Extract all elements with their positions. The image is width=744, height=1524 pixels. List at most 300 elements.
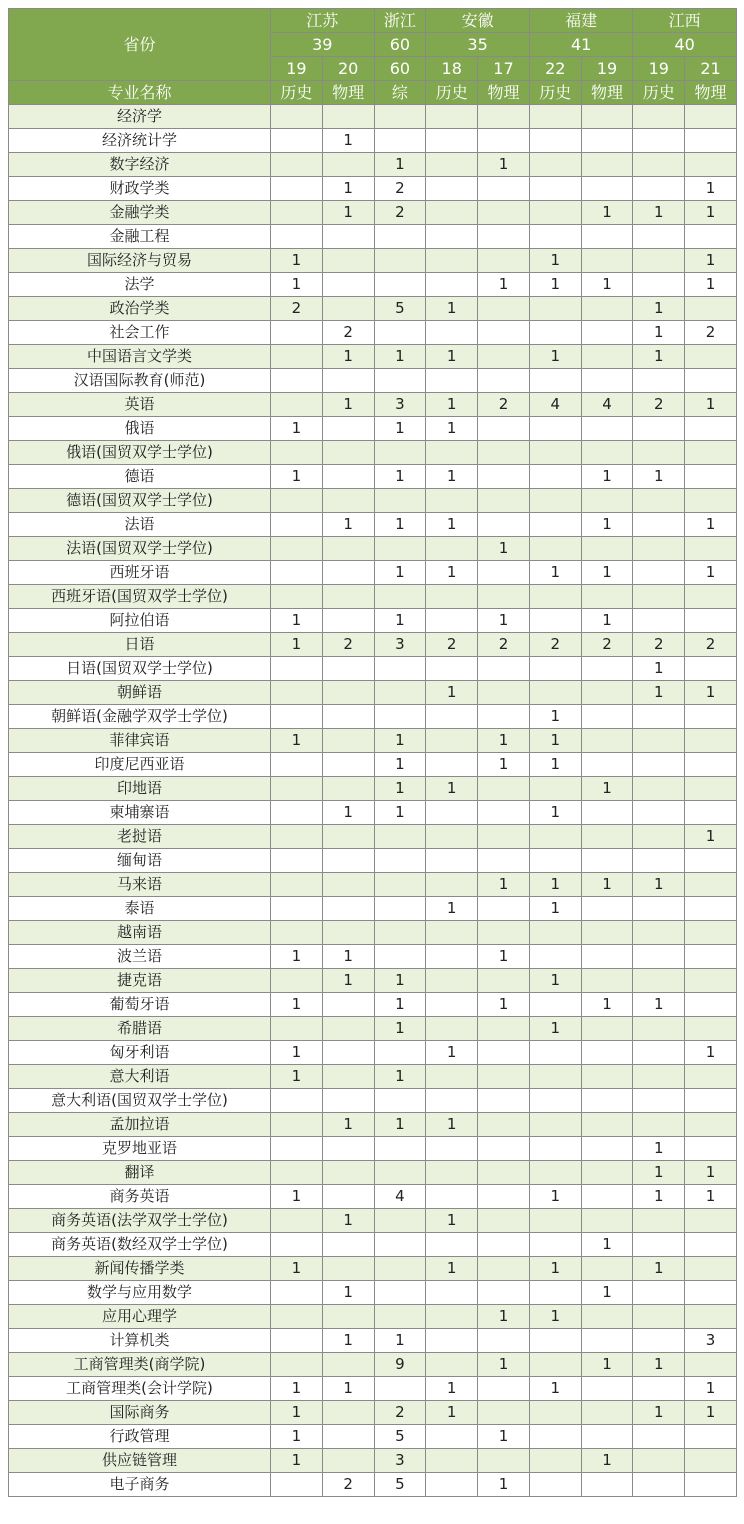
plan-count-cell — [581, 1257, 633, 1281]
plan-count-cell — [633, 1425, 685, 1449]
major-name: 数学与应用数学 — [9, 1281, 271, 1305]
plan-count-cell: 1 — [271, 633, 323, 657]
plan-count-cell — [322, 225, 374, 249]
table-row — [9, 1017, 737, 1041]
major-name: 社会工作 — [9, 321, 271, 345]
plan-count-cell — [478, 1449, 530, 1473]
plan-count-cell: 1 — [529, 561, 581, 585]
plan-count-cell: 1 — [581, 873, 633, 897]
plan-count-cell — [478, 1257, 530, 1281]
column-count: 18 — [426, 57, 478, 81]
plan-count-cell: 2 — [478, 393, 530, 417]
table-row — [9, 609, 737, 633]
plan-count-cell — [478, 225, 530, 249]
plan-count-cell — [322, 1233, 374, 1257]
plan-count-cell — [426, 753, 478, 777]
plan-count-cell — [529, 993, 581, 1017]
plan-count-cell: 1 — [374, 753, 426, 777]
plan-count-cell — [633, 225, 685, 249]
major-name: 法学 — [9, 273, 271, 297]
plan-count-cell — [322, 153, 374, 177]
plan-count-cell — [529, 153, 581, 177]
plan-count-cell — [633, 609, 685, 633]
plan-count-cell: 1 — [374, 609, 426, 633]
plan-count-cell: 1 — [322, 801, 374, 825]
major-name: 西班牙语(国贸双学士学位) — [9, 585, 271, 609]
plan-count-cell — [581, 1137, 633, 1161]
plan-count-cell — [478, 1185, 530, 1209]
plan-count-cell — [478, 1161, 530, 1185]
plan-count-cell — [529, 1113, 581, 1137]
plan-count-cell: 1 — [271, 1185, 323, 1209]
major-name: 孟加拉语 — [9, 1113, 271, 1137]
table-row — [9, 345, 737, 369]
major-name: 政治学类 — [9, 297, 271, 321]
plan-count-cell: 1 — [633, 201, 685, 225]
plan-count-cell — [633, 417, 685, 441]
plan-count-cell — [426, 1233, 478, 1257]
plan-count-cell — [374, 705, 426, 729]
plan-count-cell — [374, 1089, 426, 1113]
province-total: 39 — [271, 33, 375, 57]
plan-count-cell — [426, 537, 478, 561]
column-count: 22 — [529, 57, 581, 81]
plan-count-cell: 5 — [374, 1473, 426, 1497]
plan-count-cell — [374, 537, 426, 561]
plan-count-cell: 1 — [685, 393, 737, 417]
major-name: 工商管理类(商学院) — [9, 1353, 271, 1377]
table-row — [9, 585, 737, 609]
plan-count-cell: 1 — [633, 1257, 685, 1281]
plan-count-cell — [426, 273, 478, 297]
plan-count-cell — [426, 921, 478, 945]
plan-count-cell: 1 — [271, 1065, 323, 1089]
plan-count-cell — [685, 345, 737, 369]
plan-count-cell: 1 — [426, 561, 478, 585]
plan-count-cell: 3 — [374, 393, 426, 417]
plan-count-cell — [322, 825, 374, 849]
table-row — [9, 1305, 737, 1329]
plan-count-cell — [426, 1137, 478, 1161]
plan-count-cell — [271, 1161, 323, 1185]
plan-count-cell: 1 — [478, 993, 530, 1017]
table-row — [9, 1185, 737, 1209]
table-row — [9, 921, 737, 945]
plan-count-cell: 1 — [426, 1113, 478, 1137]
plan-count-cell — [685, 921, 737, 945]
plan-count-cell — [529, 489, 581, 513]
plan-count-cell: 1 — [529, 729, 581, 753]
plan-count-cell — [633, 1305, 685, 1329]
plan-count-cell — [322, 1017, 374, 1041]
major-name: 德语(国贸双学士学位) — [9, 489, 271, 513]
table-row — [9, 201, 737, 225]
major-name: 经济统计学 — [9, 129, 271, 153]
plan-count-cell: 1 — [581, 1449, 633, 1473]
plan-count-cell — [685, 873, 737, 897]
plan-count-cell: 1 — [581, 513, 633, 537]
plan-count-cell — [322, 1257, 374, 1281]
plan-count-cell: 1 — [322, 345, 374, 369]
plan-count-cell — [426, 969, 478, 993]
plan-count-cell — [581, 1161, 633, 1185]
plan-count-cell: 1 — [322, 1209, 374, 1233]
plan-count-cell — [529, 1089, 581, 1113]
plan-count-cell: 1 — [633, 1161, 685, 1185]
plan-count-cell — [271, 177, 323, 201]
column-subject: 物理 — [581, 81, 633, 105]
major-name: 金融工程 — [9, 225, 271, 249]
plan-count-cell — [581, 729, 633, 753]
plan-count-cell — [581, 249, 633, 273]
province-total: 40 — [633, 33, 737, 57]
plan-count-cell — [529, 945, 581, 969]
plan-count-cell — [478, 825, 530, 849]
plan-count-cell: 1 — [322, 1281, 374, 1305]
plan-count-cell — [581, 753, 633, 777]
plan-count-cell — [685, 1281, 737, 1305]
column-subject: 历史 — [426, 81, 478, 105]
plan-count-cell — [426, 609, 478, 633]
plan-count-cell — [271, 489, 323, 513]
plan-count-cell — [529, 105, 581, 129]
plan-count-cell — [685, 1017, 737, 1041]
plan-count-cell: 4 — [374, 1185, 426, 1209]
plan-count-cell: 1 — [478, 153, 530, 177]
plan-count-cell: 2 — [426, 633, 478, 657]
major-name: 新闻传播学类 — [9, 1257, 271, 1281]
major-name: 老挝语 — [9, 825, 271, 849]
plan-count-cell — [529, 297, 581, 321]
plan-count-cell — [478, 681, 530, 705]
plan-count-cell — [426, 369, 478, 393]
plan-count-cell — [529, 129, 581, 153]
plan-count-cell — [633, 1065, 685, 1089]
plan-count-cell: 1 — [633, 1137, 685, 1161]
plan-count-cell — [478, 129, 530, 153]
plan-count-cell — [633, 489, 685, 513]
plan-count-cell: 1 — [633, 465, 685, 489]
table-row — [9, 993, 737, 1017]
plan-count-cell — [426, 705, 478, 729]
plan-count-cell — [322, 1089, 374, 1113]
plan-count-cell — [685, 1449, 737, 1473]
plan-count-cell: 1 — [529, 273, 581, 297]
plan-count-cell — [685, 1137, 737, 1161]
plan-count-cell: 1 — [478, 609, 530, 633]
plan-count-cell: 1 — [529, 1377, 581, 1401]
table-row — [9, 1161, 737, 1185]
plan-count-cell: 1 — [581, 1353, 633, 1377]
plan-count-cell — [633, 801, 685, 825]
plan-count-cell — [478, 849, 530, 873]
plan-count-cell — [271, 777, 323, 801]
plan-count-cell — [271, 921, 323, 945]
plan-count-cell: 1 — [271, 1041, 323, 1065]
plan-count-cell — [581, 177, 633, 201]
plan-count-cell — [685, 705, 737, 729]
plan-count-cell — [426, 993, 478, 1017]
plan-count-cell — [529, 585, 581, 609]
plan-count-cell — [426, 873, 478, 897]
plan-count-cell — [633, 969, 685, 993]
plan-count-cell — [271, 753, 323, 777]
plan-count-cell — [322, 705, 374, 729]
plan-count-cell — [529, 681, 581, 705]
province-name: 浙江 — [374, 9, 426, 33]
plan-count-cell — [633, 105, 685, 129]
plan-count-cell: 5 — [374, 1425, 426, 1449]
plan-count-cell — [633, 945, 685, 969]
plan-count-cell — [322, 1449, 374, 1473]
plan-count-cell: 1 — [529, 801, 581, 825]
plan-count-cell: 1 — [529, 1017, 581, 1041]
plan-count-cell — [322, 1353, 374, 1377]
plan-count-cell — [633, 1017, 685, 1041]
plan-count-cell — [478, 897, 530, 921]
plan-count-cell: 4 — [529, 393, 581, 417]
major-name: 数字经济 — [9, 153, 271, 177]
subject-row — [9, 81, 737, 105]
plan-count-cell — [271, 369, 323, 393]
plan-count-cell — [633, 729, 685, 753]
plan-count-cell — [271, 321, 323, 345]
plan-count-cell — [374, 825, 426, 849]
plan-count-cell — [478, 1233, 530, 1257]
plan-count-cell — [581, 1065, 633, 1089]
plan-count-cell — [581, 1209, 633, 1233]
plan-count-cell: 1 — [322, 1329, 374, 1353]
plan-count-cell: 1 — [478, 1305, 530, 1329]
plan-count-cell — [374, 921, 426, 945]
plan-count-cell: 1 — [271, 945, 323, 969]
plan-count-cell: 2 — [685, 633, 737, 657]
plan-count-cell — [322, 585, 374, 609]
plan-count-cell — [374, 849, 426, 873]
column-subject: 物理 — [685, 81, 737, 105]
table-row — [9, 801, 737, 825]
major-name: 国际商务 — [9, 1401, 271, 1425]
plan-count-cell — [478, 321, 530, 345]
plan-count-cell — [478, 345, 530, 369]
table-row — [9, 1329, 737, 1353]
plan-count-cell — [581, 1473, 633, 1497]
major-name: 俄语 — [9, 417, 271, 441]
plan-count-cell — [322, 417, 374, 441]
plan-count-cell — [322, 441, 374, 465]
plan-count-cell: 1 — [271, 729, 323, 753]
plan-count-cell — [581, 1329, 633, 1353]
plan-count-cell: 1 — [529, 1257, 581, 1281]
plan-count-cell: 1 — [271, 417, 323, 441]
plan-count-cell — [271, 1113, 323, 1137]
plan-count-cell: 1 — [271, 465, 323, 489]
plan-count-cell — [581, 537, 633, 561]
plan-count-cell — [271, 1137, 323, 1161]
plan-count-cell: 1 — [685, 561, 737, 585]
plan-count-cell: 1 — [685, 1161, 737, 1185]
plan-count-cell — [374, 945, 426, 969]
table-row — [9, 1425, 737, 1449]
plan-count-cell: 1 — [633, 873, 685, 897]
enrollment-plan-table — [8, 8, 737, 1497]
table-row — [9, 441, 737, 465]
plan-count-cell: 1 — [581, 561, 633, 585]
plan-count-cell: 1 — [374, 969, 426, 993]
plan-count-cell — [685, 465, 737, 489]
plan-count-cell — [322, 297, 374, 321]
table-row — [9, 369, 737, 393]
plan-count-cell — [633, 441, 685, 465]
plan-count-cell — [478, 513, 530, 537]
plan-count-cell — [685, 897, 737, 921]
major-name: 中国语言文学类 — [9, 345, 271, 369]
plan-count-cell: 1 — [478, 873, 530, 897]
plan-count-cell: 1 — [685, 1377, 737, 1401]
plan-count-cell — [581, 1425, 633, 1449]
plan-count-cell: 1 — [529, 753, 581, 777]
plan-count-cell — [271, 705, 323, 729]
plan-count-cell — [685, 993, 737, 1017]
column-count: 20 — [322, 57, 374, 81]
plan-count-cell: 1 — [633, 993, 685, 1017]
plan-count-cell — [685, 849, 737, 873]
plan-count-cell — [322, 897, 374, 921]
plan-count-cell — [633, 897, 685, 921]
plan-count-cell: 1 — [322, 945, 374, 969]
table-row — [9, 321, 737, 345]
plan-count-cell — [426, 321, 478, 345]
plan-count-cell — [374, 225, 426, 249]
plan-count-cell: 1 — [633, 321, 685, 345]
plan-count-cell: 1 — [581, 465, 633, 489]
plan-count-cell: 1 — [426, 777, 478, 801]
plan-count-cell: 1 — [685, 681, 737, 705]
plan-count-cell — [685, 657, 737, 681]
plan-count-cell — [478, 705, 530, 729]
plan-count-cell — [529, 657, 581, 681]
plan-count-cell — [529, 225, 581, 249]
plan-count-cell — [322, 1041, 374, 1065]
plan-count-cell — [685, 1113, 737, 1137]
column-subject: 物理 — [478, 81, 530, 105]
plan-count-cell — [271, 1209, 323, 1233]
plan-count-cell — [426, 1449, 478, 1473]
plan-count-cell — [581, 585, 633, 609]
plan-count-cell — [271, 345, 323, 369]
major-name: 朝鲜语(金融学双学士学位) — [9, 705, 271, 729]
major-name: 商务英语 — [9, 1185, 271, 1209]
plan-count-cell — [581, 849, 633, 873]
plan-count-cell — [426, 801, 478, 825]
plan-count-cell: 1 — [529, 345, 581, 369]
major-name: 阿拉伯语 — [9, 609, 271, 633]
plan-count-cell — [633, 513, 685, 537]
plan-count-cell — [478, 921, 530, 945]
plan-count-cell: 1 — [271, 1425, 323, 1449]
plan-count-cell: 1 — [271, 993, 323, 1017]
plan-count-cell — [581, 153, 633, 177]
plan-count-cell — [685, 369, 737, 393]
major-name: 国际经济与贸易 — [9, 249, 271, 273]
plan-count-cell: 1 — [322, 1113, 374, 1137]
plan-count-cell — [478, 1209, 530, 1233]
plan-count-cell — [685, 753, 737, 777]
table-row — [9, 1401, 737, 1425]
plan-count-cell: 3 — [685, 1329, 737, 1353]
table-row — [9, 1353, 737, 1377]
plan-count-cell — [271, 1329, 323, 1353]
plan-count-cell — [581, 1017, 633, 1041]
plan-count-cell: 3 — [374, 1449, 426, 1473]
major-name: 意大利语(国贸双学士学位) — [9, 1089, 271, 1113]
plan-count-cell — [529, 465, 581, 489]
plan-count-cell — [633, 153, 685, 177]
plan-count-cell — [374, 585, 426, 609]
plan-count-cell — [581, 1041, 633, 1065]
plan-count-cell — [685, 1089, 737, 1113]
plan-count-cell: 1 — [426, 1377, 478, 1401]
plan-count-cell — [633, 777, 685, 801]
plan-count-cell — [633, 1089, 685, 1113]
plan-count-cell — [529, 1161, 581, 1185]
plan-count-cell — [633, 849, 685, 873]
plan-count-cell: 2 — [529, 633, 581, 657]
plan-count-cell — [581, 297, 633, 321]
province-name: 江苏 — [271, 9, 375, 33]
major-name: 日语(国贸双学士学位) — [9, 657, 271, 681]
plan-count-cell: 1 — [478, 537, 530, 561]
major-name: 法语 — [9, 513, 271, 537]
plan-count-cell — [374, 897, 426, 921]
plan-count-cell — [374, 1377, 426, 1401]
plan-count-cell — [581, 225, 633, 249]
plan-count-cell — [529, 825, 581, 849]
plan-count-cell — [374, 129, 426, 153]
major-name: 商务英语(数经双学士学位) — [9, 1233, 271, 1257]
plan-count-cell — [529, 1281, 581, 1305]
plan-count-cell — [374, 681, 426, 705]
plan-count-cell — [374, 105, 426, 129]
plan-count-cell — [426, 1089, 478, 1113]
plan-count-cell — [633, 249, 685, 273]
major-name: 俄语(国贸双学士学位) — [9, 441, 271, 465]
table-row — [9, 513, 737, 537]
plan-count-cell: 1 — [374, 801, 426, 825]
column-subject: 物理 — [322, 81, 374, 105]
plan-count-cell — [685, 1353, 737, 1377]
major-name: 捷克语 — [9, 969, 271, 993]
major-name: 电子商务 — [9, 1473, 271, 1497]
plan-count-cell — [271, 105, 323, 129]
column-subject: 历史 — [271, 81, 323, 105]
plan-count-cell — [478, 297, 530, 321]
plan-count-cell — [426, 1473, 478, 1497]
province-total: 60 — [374, 33, 426, 57]
plan-count-cell — [322, 681, 374, 705]
plan-count-cell — [581, 945, 633, 969]
plan-count-cell: 1 — [478, 1473, 530, 1497]
plan-count-cell — [529, 1449, 581, 1473]
plan-count-cell — [426, 1161, 478, 1185]
table-row — [9, 969, 737, 993]
plan-count-cell — [478, 201, 530, 225]
plan-count-cell — [478, 105, 530, 129]
plan-count-cell — [529, 1401, 581, 1425]
table-row — [9, 753, 737, 777]
plan-count-cell — [322, 849, 374, 873]
plan-count-cell: 2 — [271, 297, 323, 321]
